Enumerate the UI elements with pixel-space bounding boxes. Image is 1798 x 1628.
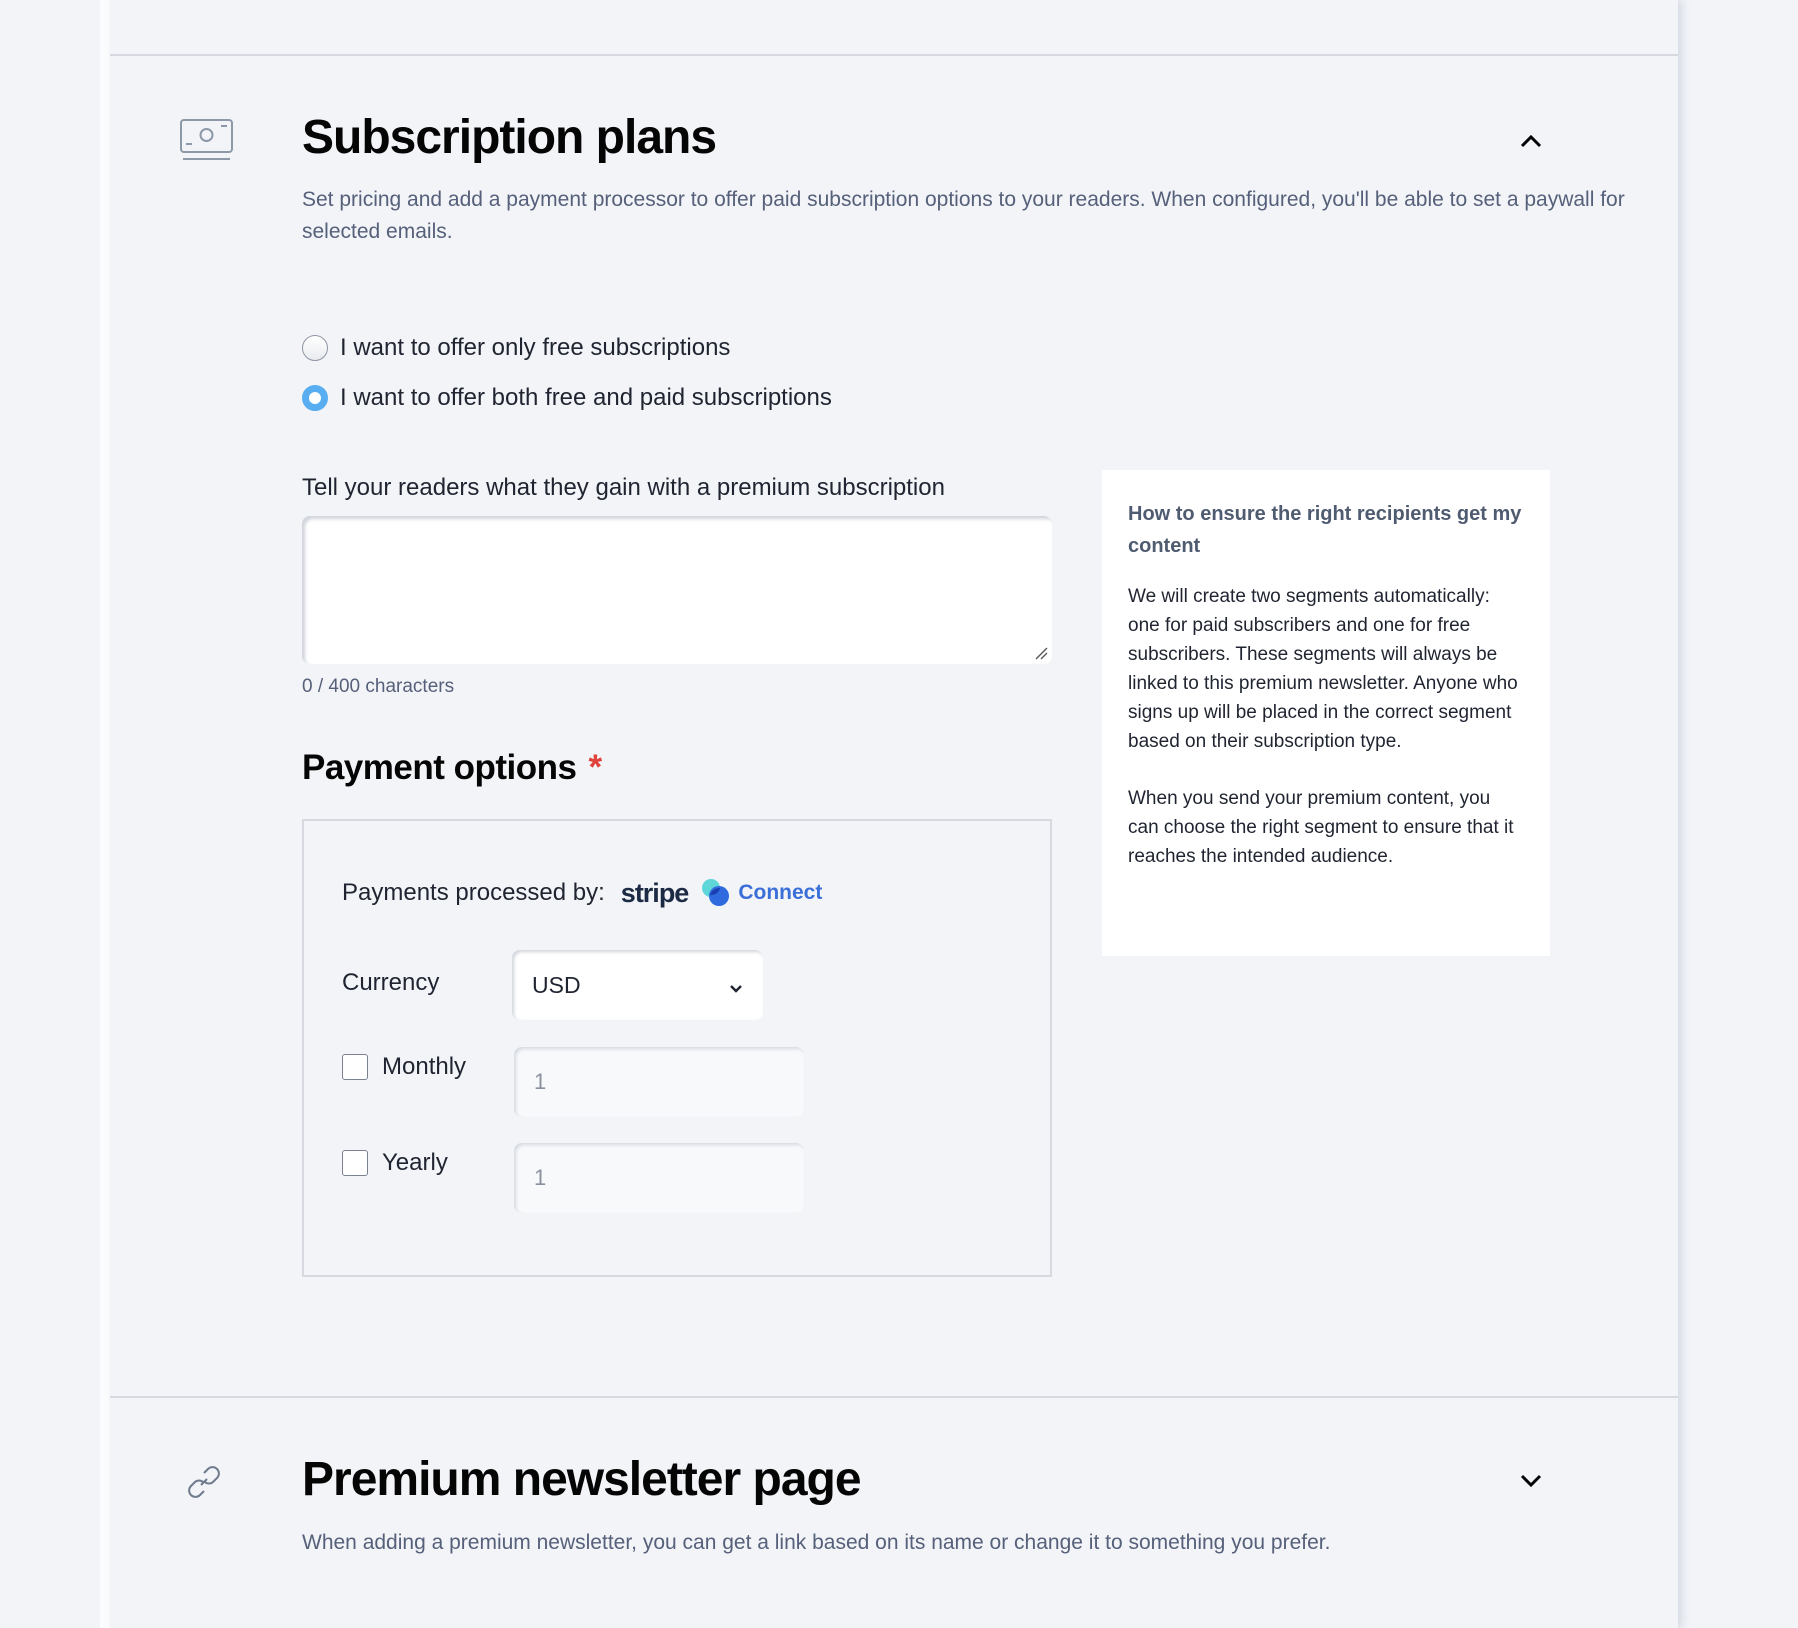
required-marker: *: [588, 748, 602, 787]
monthly-checkbox[interactable]: [342, 1054, 368, 1080]
currency-selected-value: USD: [532, 971, 581, 998]
payment-options-heading: [302, 748, 602, 788]
monthly-price-input[interactable]: [514, 1047, 804, 1117]
info-title: How to ensure the right recipients get my content: [1128, 503, 1522, 557]
page-gutter: [100, 0, 110, 1628]
stripe-connect-icon: [700, 877, 732, 909]
chevron-up-icon[interactable]: [1516, 126, 1546, 156]
processed-by-label: Payments processed by:: [342, 879, 605, 906]
radio-free-only[interactable]: [302, 334, 730, 362]
section-title: Premium newsletter page: [302, 1453, 861, 1506]
yearly-plan-option[interactable]: [342, 1149, 448, 1177]
char-counter: 0 / 400 characters: [302, 676, 455, 697]
resize-handle-icon[interactable]: [1034, 646, 1048, 665]
radio-button-checked[interactable]: [302, 385, 328, 411]
radio-free-and-paid[interactable]: [302, 384, 832, 412]
settings-panel: [110, 0, 1678, 1628]
link-icon: [186, 1464, 222, 1505]
payment-options-title: Payment options: [302, 748, 577, 787]
cash-icon: [180, 118, 234, 169]
info-callout: [1102, 470, 1550, 956]
monthly-plan-option[interactable]: [342, 1053, 466, 1081]
yearly-price-input[interactable]: [514, 1143, 804, 1213]
radio-label: I want to offer only free subscriptions: [340, 334, 731, 361]
section-description: When adding a premium newsletter, you can get a link based on its name or change it to something you prefer.: [302, 1531, 1331, 1554]
currency-label: Currency: [342, 969, 440, 996]
payment-processor-row: [342, 877, 822, 909]
payment-options-box: [302, 819, 1052, 1277]
currency-select[interactable]: [512, 950, 763, 1020]
section-divider-top: [110, 54, 1678, 56]
stripe-logo: stripe: [620, 877, 689, 908]
section-description: Set pricing and add a payment processor to offer paid subscription options to your readers. When configured, you'll be able to set a paywall for selected emails.: [302, 188, 1625, 243]
yearly-checkbox[interactable]: [342, 1150, 368, 1176]
premium-benefits-label: Tell your readers what they gain with a premium subscription: [302, 474, 945, 501]
yearly-label: Yearly: [382, 1149, 448, 1176]
monthly-label: Monthly: [382, 1053, 467, 1080]
section-divider: [110, 1396, 1678, 1398]
chevron-down-icon: [729, 972, 743, 999]
premium-benefits-textarea[interactable]: [302, 516, 1052, 664]
info-paragraph: We will create two segments automatically: one for paid subscribers and one for free subscribers. These segments will always be linked to this premium newsletter. Anyone who signs up will be placed in the correct segment based on their subscription type.: [1128, 586, 1518, 752]
radio-label: I want to offer both free and paid subscriptions: [340, 384, 832, 411]
info-paragraph: When you send your premium content, you can choose the right segment to ensure that it reaches the intended audience.: [1128, 788, 1514, 867]
stripe-connect-label: Connect: [738, 881, 823, 904]
chevron-down-icon[interactable]: [1516, 1466, 1546, 1496]
section-title: Subscription plans: [302, 111, 717, 164]
radio-button[interactable]: [302, 335, 328, 361]
